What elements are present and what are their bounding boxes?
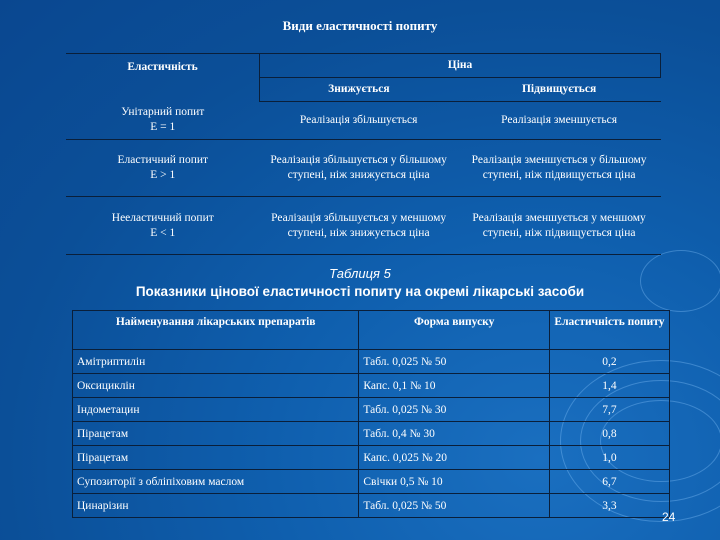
header-elasticity: Еластичність — [66, 54, 260, 102]
elasticity-value-cell: 1,0 — [549, 446, 669, 470]
table-row — [73, 374, 670, 398]
header-increases: Підвищується — [458, 78, 661, 102]
price-increase-cell: Реалізація зменшується у меншому ступені, ніж підвищується ціна — [458, 197, 661, 255]
table-row — [73, 350, 670, 374]
elasticity-value-cell: 7,7 — [549, 398, 669, 422]
price-decrease-cell: Реалізація збільшується — [260, 102, 458, 140]
background-ripple — [640, 250, 720, 312]
drug-name-cell: Індометацин — [73, 398, 359, 422]
elasticity-name: Унітарний попит — [121, 106, 205, 119]
elasticity-value-cell: 1,4 — [549, 374, 669, 398]
table-row — [73, 494, 670, 518]
release-form-cell: Табл. 0,025 № 30 — [359, 398, 550, 422]
table-row — [66, 140, 661, 197]
elasticity-value-cell: 0,2 — [549, 350, 669, 374]
drug-name-cell: Пірацетам — [73, 422, 359, 446]
price-increase-cell: Реалізація зменшується — [458, 102, 661, 140]
release-form-cell: Капс. 0,1 № 10 — [359, 374, 550, 398]
drug-name-cell: Оксициклін — [73, 374, 359, 398]
table-row — [66, 102, 661, 140]
price-decrease-cell: Реалізація збільшується у більшому ступені, ніж знижується ціна — [260, 140, 458, 197]
drug-elasticity-table — [72, 310, 670, 518]
drug-name-cell: Пірацетам — [73, 446, 359, 470]
release-form-cell: Табл. 0,025 № 50 — [359, 494, 550, 518]
price-decrease-cell: Реалізація збільшується у меншому ступені, ніж знижується ціна — [260, 197, 458, 255]
slide-title: Види еластичності попиту — [282, 18, 438, 33]
elasticity-value-cell: 0,8 — [549, 422, 669, 446]
elasticity-type-cell — [66, 102, 260, 140]
drug-name-cell: Цинарізин — [73, 494, 359, 518]
release-form-cell: Табл. 0,025 № 50 — [359, 350, 550, 374]
table-row — [73, 470, 670, 494]
elasticity-type-cell — [66, 197, 260, 255]
elasticity-formula: E = 1 — [150, 121, 176, 134]
elasticity-name: Еластичний попит — [117, 154, 209, 166]
page-number: 24 — [662, 510, 676, 524]
header-decreases: Знижується — [260, 78, 458, 102]
elasticity-value-cell: 6,7 — [549, 470, 669, 494]
elasticity-formula: E < 1 — [150, 226, 176, 239]
table-title-caption: Показники цінової еластичності попиту на окремі лікарські засоби — [135, 284, 585, 299]
release-form-cell: Капс. 0,025 № 20 — [359, 446, 550, 470]
elasticity-value-cell: 3,3 — [549, 494, 669, 518]
header-price: Ціна — [260, 54, 661, 78]
header-drug-name: Найменування лікарських препаратів — [73, 311, 359, 350]
table-row — [73, 422, 670, 446]
elasticity-formula: E > 1 — [150, 169, 176, 181]
table-row — [73, 446, 670, 470]
table-row — [73, 398, 670, 422]
release-form-cell: Табл. 0,4 № 30 — [359, 422, 550, 446]
elasticity-type-cell — [66, 140, 260, 197]
drug-name-cell: Супозиторії з обліпіховим маслом — [73, 470, 359, 494]
drug-name-cell: Амітриптилін — [73, 350, 359, 374]
table-row — [66, 197, 661, 255]
header-elasticity: Еластичність попиту — [549, 311, 669, 350]
price-increase-cell: Реалізація зменшується у більшому ступені, ніж підвищується ціна — [458, 140, 661, 197]
release-form-cell: Свічки 0,5 № 10 — [359, 470, 550, 494]
elasticity-name: Нееластичний попит — [111, 211, 214, 224]
table-number-caption: Таблиця 5 — [329, 266, 391, 281]
header-release-form: Форма випуску — [359, 311, 550, 350]
elasticity-types-table — [66, 53, 661, 255]
